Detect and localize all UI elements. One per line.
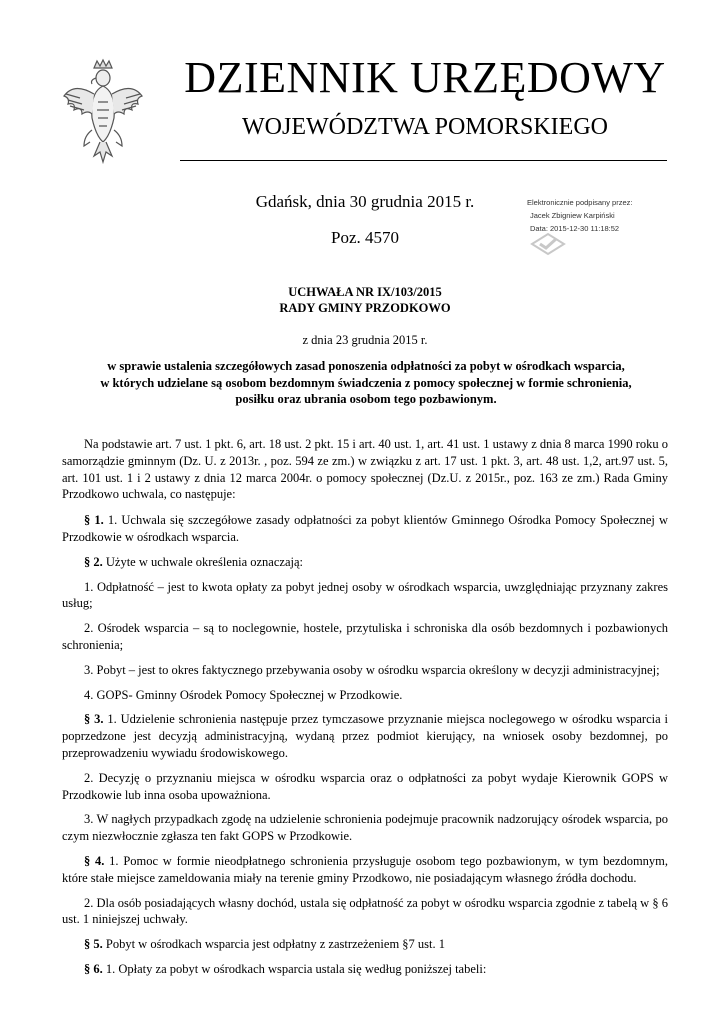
- electronic-signature-block: [527, 196, 677, 235]
- paragraph: 3. Pobyt – jest to okres faktycznego przebywania osoby w ośrodku wsparcia określony w decyzji administracyjnej;: [84, 662, 660, 677]
- act-subject: [66, 358, 666, 408]
- header-divider: [180, 160, 667, 161]
- section-text: 1. Pomoc w formie nieodpłatnego schronienia przysługuje osobom tego pozbawionym, w tym bezdomnym, które stałe miejsce zameldowania miały na terenie gminy Przodkowo, nie posiadającym własnego źródła dochodu.: [62, 853, 669, 885]
- act-subject-line3: posiłku oraz ubrania osobom tego pozbawionym.: [235, 392, 497, 406]
- section-text: 1. Uchwala się szczegółowe zasady odpłatności za pobyt klientów Gminnego Ośrodka Pomocy Społecznej w Przodkowie w ośrodkach wsparcia.: [62, 513, 669, 544]
- section-label: § 4.: [84, 853, 105, 868]
- polish-eagle-emblem-icon: [60, 58, 146, 168]
- act-title-line1: UCHWAŁA NR IX/103/2015: [288, 285, 442, 299]
- section-2: [62, 554, 668, 571]
- signature-date: Data: 2015-12-30 11:18:52: [530, 224, 620, 233]
- act-subject-line1: w sprawie ustalenia szczegółowych zasad ponoszenia odpłatności za pobyt w ośrodkach wsparcia,: [107, 359, 625, 373]
- section-5: [62, 936, 668, 953]
- section-1: [62, 512, 668, 546]
- section-label: § 1.: [84, 513, 104, 528]
- paragraph: 1. Odpłatność – jest to kwota opłaty za pobyt jednej osoby w ośrodkach wsparcia, uwzględniając przyznany zakres usług;: [62, 579, 668, 611]
- position-number: Poz. 4570: [331, 228, 399, 247]
- act-subject-line2: w których udzielane są osobom bezdomnym świadczenia z pomocy społecznej w formie schronienia,: [100, 375, 632, 390]
- section-label: § 2.: [84, 554, 103, 569]
- act-date: z dnia 23 grudnia 2015 r.: [302, 333, 428, 347]
- act-body: [62, 436, 668, 986]
- signature-check-icon: [530, 232, 566, 256]
- signature-signer: Jacek Zbigniew Karpiński: [530, 211, 615, 220]
- section-3: [62, 711, 668, 761]
- signature-label: Elektronicznie podpisany przez:: [527, 198, 633, 207]
- paragraph: 2. Ośrodek wsparcia – są to noclegownie, hostele, przytuliska i schroniska dla osób bezdomnych i pozbawionych schronienia;: [62, 621, 668, 652]
- paragraph: 4. GOPS- Gminny Ośrodek Pomocy Społecznej w Przodkowie.: [84, 687, 403, 702]
- section-text: Użyte w uchwale określenia oznaczają:: [102, 554, 303, 569]
- act-title: [60, 284, 670, 316]
- section-text: 1. Opłaty za pobyt w ośrodkach wsparcia ustala się według poniższej tabeli:: [102, 961, 487, 976]
- paragraph: 3. W nagłych przypadkach zgodę na udzielenie schronienia podejmuje pracownik nadzorujący ośrodek wsparcia, po czym niezwłocznie zgłasza ten fakt GOPS w Przodkowie.: [62, 812, 668, 844]
- section-text: Pobyt w ośrodkach wsparcia jest odpłatny z zastrzeżeniem §7 ust. 1: [102, 937, 446, 952]
- paragraph: 2. Decyzję o przyznaniu miejsca w ośrodku wsparcia oraz o odpłatności za pobyt wydaje Kierownik GOPS w Przodkowie lub inna osoba upoważniona.: [62, 770, 668, 802]
- preamble: Na podstawie art. 7 ust. 1 pkt. 6, art. 18 ust. 2 pkt. 15 i art. 40 ust. 1, art. 41 ust. 1 ustawy z dnia 8 marca 1990 roku o samorządzie gminnym (Dz. U. z 2013r. , poz. 594 ze zm.) w związku z art. 17 ust. 1 pkt. 3, art. 48 ust. 1,2, art.97 ust. 5, art. 101 ust. 1 i 2 ustawy z dnia 12 marca 2004r. o pomocy społecznej (Dz.U. z 2015r., poz. 163 ze zm.) Rada Gminy Przodkowo uchwala, co następuje:: [62, 437, 668, 502]
- section-label: § 6.: [84, 961, 103, 976]
- section-label: § 5.: [84, 937, 103, 952]
- gazette-subtitle: WOJEWÓDZTWA POMORSKIEGO: [242, 114, 608, 140]
- section-6: [62, 961, 668, 978]
- paragraph: 2. Dla osób posiadających własny dochód, ustala się odpłatność za pobyt w ośrodku wsparcia zgodnie z tabelą w § 6 ust. 1 niniejszej uchwały.: [62, 895, 668, 927]
- section-text: 1. Udzielenie schronienia następuje przez tymczasowe przyznanie miejsca noclegowego w ośrodku wsparcia i poprzedzone jest decyzją administracyjną, wydaną przez podmiot kierujący, na wniosek osoby bezdomnej, po przeprowadzeniu wywiadu środowiskowego.: [62, 712, 668, 760]
- act-title-line2: RADY GMINY PRZODKOWO: [279, 301, 451, 315]
- gazette-title: DZIENNIK URZĘDOWY: [184, 53, 666, 102]
- publication-date: Gdańsk, dnia 30 grudnia 2015 r.: [255, 192, 475, 211]
- section-label: § 3.: [84, 712, 104, 727]
- section-4: [62, 853, 668, 887]
